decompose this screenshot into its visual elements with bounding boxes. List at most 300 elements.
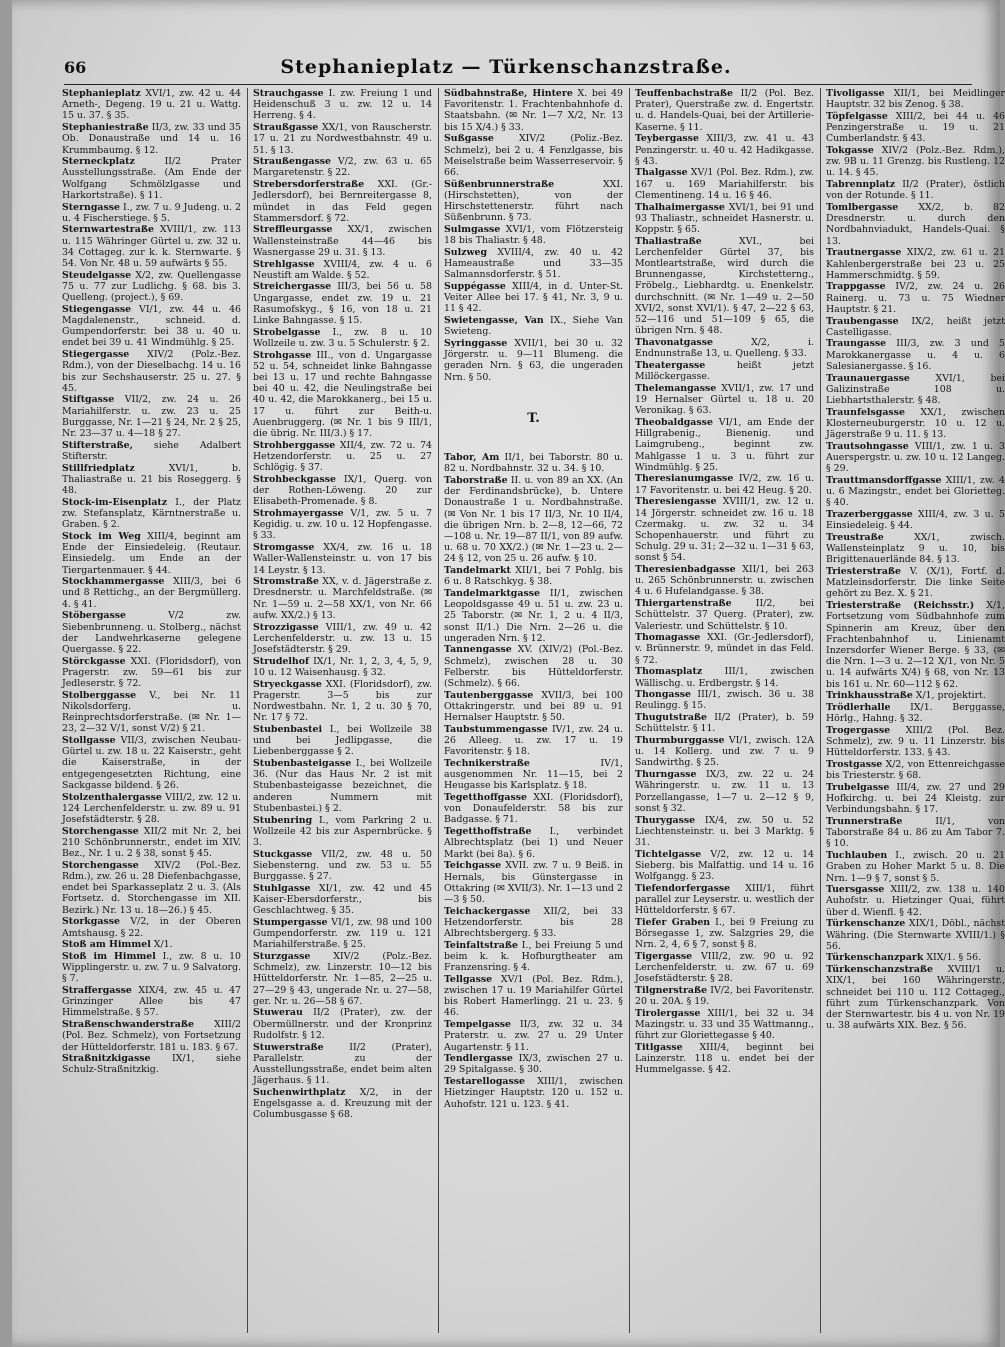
entry-text: VI/1, zwisch. 12A u. 14 Kollerg. und zw. 7 u. 9 Sandwirthg. § 25. <box>635 735 814 769</box>
entry-text: X/2, von Ettenreichgasse bis Triesterstr. § 68. <box>826 758 1005 782</box>
directory-entry <box>62 497 241 531</box>
entry-text: II/2 (Pol. Bez. Prater), Querstraße zw. d. Engertstr. u. d. Handels-Quai, bei der Artillerie-Kaserne. § 11. <box>635 88 814 133</box>
directory-entry <box>253 259 432 281</box>
directory-entry <box>826 111 1005 145</box>
directory-entry <box>444 281 623 315</box>
street-name: Stuckgasse <box>253 848 313 860</box>
entry-text: IX/1, siehe Schulz-Straßnitzkig. <box>62 1053 241 1076</box>
directory-entry <box>635 167 814 201</box>
directory-entry <box>62 270 241 304</box>
street-name: Triesterstraße (Reichsstr.) <box>826 600 975 612</box>
directory-entry <box>826 338 1005 372</box>
directory-entry <box>635 564 814 598</box>
street-name: Tempelgasse <box>444 1019 512 1031</box>
street-name: Syringgasse <box>444 337 508 349</box>
entry-text: II/1, von Taborstraße 84 u. 86 zu Am Tabor 7. § 10. <box>826 816 1005 850</box>
street-name: Stubenbasteigasse <box>253 757 352 769</box>
entry-text: IX/3, zw. 22 u. 24 Währingerstr. u. zw. 11 u. 13 Porzellangasse, 1—7 u. 2—12 § 9, sonst § 32. <box>635 769 814 814</box>
entry-text: XIII/4, zw. 3 u. 5 Einsiedeleig. § 44. <box>826 509 1005 532</box>
entry-text: V., bei Nr. 11 Nikolsdorferg. u. Reinprechtsdorferstraße. (✉ Nr. 1—23, 2—32 V/1, sonst V/2) § 21. <box>62 689 241 735</box>
directory-entry <box>635 632 814 666</box>
directory-page <box>12 0 1005 1347</box>
street-name: Stiegergasse <box>62 349 130 361</box>
entry-text: V. (X/1), Fortf. d. Matzleinsdorferstr. Die linke Seite gehört zu Bez. X. § 21. <box>826 566 1005 600</box>
column-1 <box>62 88 241 1333</box>
directory-entry <box>635 735 814 769</box>
directory-entry <box>635 236 814 337</box>
entry-text: X. bei 49 Favoritenstr. 1. Frachtenbahnhofe d. Staatsbahn. (✉ Nr. 1—7 X/2, Nr. 13 bis 15 X/4.) § 33. <box>444 88 624 133</box>
directory-entry <box>444 452 623 474</box>
street-name: Straußgasse <box>253 122 319 134</box>
directory-entry <box>253 350 432 440</box>
directory-entry <box>253 656 432 678</box>
street-name: Teybergasse <box>635 133 699 145</box>
street-name: Thongasse <box>635 689 692 701</box>
street-name: Straffergasse <box>62 985 132 997</box>
directory-entry <box>253 542 432 576</box>
entry-text: XV/1 (Pol. Bez. Rdm.), zw. 167 u. 169 Mariahilferstr. bis Clementineng. 14 u. 16 § 46. <box>635 167 814 201</box>
directory-entry <box>62 1053 241 1075</box>
street-name: Stolzenthalergasse <box>62 791 162 803</box>
street-name: Stubenbastei <box>253 723 323 735</box>
entry-text: II/2 (Prater), Parallelstr. zu der Ausstellungsstraße, endet beim alten Jägerhaus. § 11. <box>253 1041 432 1087</box>
street-name: Stöbergasse <box>62 610 126 622</box>
entry-text: IV/2, zw. 16 u. 17 Favoritenstr. u. bei 42 Heug. § 20. <box>635 473 814 496</box>
directory-entry <box>826 702 1005 724</box>
street-name: Stryeckgasse <box>253 678 322 690</box>
directory-entry <box>444 315 623 337</box>
street-name: Tomlbergasse <box>826 202 899 214</box>
entry-text: XIX/2, zw. 61 u. 21 Kahlenbergerstraße bei 23 u. 25 Hammerschmidtg. § 59. <box>826 247 1005 281</box>
directory-entry <box>635 598 814 632</box>
directory-entry <box>635 917 814 951</box>
street-name: Thavonatgasse <box>635 336 713 348</box>
directory-entry <box>826 782 1005 816</box>
street-name: Tivoligasse <box>826 88 885 99</box>
street-name: Stiegengasse <box>62 303 132 315</box>
street-name: Straußengasse <box>253 156 331 168</box>
entry-text: VIII/1, zw. 49 u. 42 Lerchenfelderstr. u. zw. 13 u. 15 Josefstädterstr. § 29. <box>253 621 432 655</box>
street-name: Theresianumgasse <box>635 473 734 485</box>
street-name: Strozzigasse <box>253 621 319 633</box>
entry-text: XIII/2 (Pol. Bez. Schmelz), von Fortsetzung der Hütteldorferstr. 181 u. 183. § 67. <box>62 1019 241 1053</box>
entry-text: IX/1, Nr. 1, 2, 3, 4, 5, 9, 10 u. 12 Waisenhausg. § 32. <box>253 655 432 678</box>
street-name: Tokgasse <box>826 145 874 157</box>
street-name: Stromstraße <box>253 576 319 588</box>
directory-entry <box>444 974 623 1019</box>
directory-entry <box>444 826 623 860</box>
directory-entry <box>62 463 241 497</box>
street-name: Theobaldgasse <box>635 416 713 428</box>
directory-entry <box>253 1087 432 1121</box>
entry-text: I., verbindet Albrechtsplatz (bei 1) und Neuer Markt (bei 8a). § 6. <box>444 826 623 860</box>
directory-entry <box>444 906 623 940</box>
entry-text: XVI/1, zw. 42 u. 44 Arneth-, Degeng. 19 u. 21 u. Wattg. 15 u. 37. § 35. <box>62 88 241 122</box>
street-name: Tendlergasse <box>444 1053 513 1065</box>
street-name: Süßenbrunnerstraße <box>444 178 555 190</box>
column-2 <box>253 88 432 1333</box>
entry-text: I., bei Freiung 5 und beim k. k. Hofburgtheater am Franzensring. § 4. <box>444 939 623 974</box>
entry-text: XXI. (Floridsdorf), von Donaufelderstr. 58 bis zur Badgasse. § 71. <box>444 792 623 826</box>
street-name: Tautenberggasse <box>444 689 534 701</box>
directory-entry <box>253 679 432 724</box>
directory-entry <box>826 475 1005 509</box>
street-name: Traubengasse <box>826 315 899 327</box>
directory-entry <box>444 133 623 178</box>
entry-text: II. u. von 89 an XX. (An der Ferdinandsbrücke), b. Untere Donaustraße 1 u. Nordbahnstraße. (✉ Von Nr. 1 bis 17 II/3, Nr. 10 II/4, die übrigen Nrn. b. 2—8, 12—66, 72—108 u. Nr. 19—87 II/1, von 89 aufw. u. 68 u. 70 XX/2.) (✉ Nr. 1—23 u. 2—24 § 12, von 25 u. 26 aufw. § 10. <box>444 474 623 565</box>
page-number: 66 <box>64 58 87 77</box>
entry-text: IV/2, bei Favoritenstr. 20 u. 20A. § 19. <box>635 985 814 1008</box>
entry-text: III/4, zw. 27 und 29 Hofkirchg. u. bei 24 Kleistg. zur Verbindungsbahn. § 17. <box>826 781 1005 816</box>
entry-text: VI/1, am Ende der Hillgrabenig., Bienenig. und Laimgrubeng., beginnt zw. Mahlgasse 1 u. 3 u. führt zur Windmühlg. § 25. <box>635 416 814 473</box>
directory-entry <box>635 769 814 814</box>
directory-entry <box>635 1008 814 1042</box>
street-name: Theatergasse <box>635 359 706 371</box>
directory-entry <box>253 474 432 508</box>
directory-entry <box>826 532 1005 566</box>
street-name: Tichtelgasse <box>635 848 702 860</box>
entry-text: XVIII/1, zw. 12 u. 14 Jörgerstr. schneidet zw. 16 u. 18 Czermakg. u. zw. 32 u. 34 Schopenhauerstr. und führt zu Schulg. 29 u. 31; 2—32 u. 1—31 § 63, sonst § 54. <box>635 496 814 564</box>
entry-text: XX/1, zwischen Klosterneuburgerstr. 10 u. 12 u. Jägerstraße 9 u. 11. § 13. <box>826 406 1005 441</box>
entry-text: I., der Platz zw. Stefansplatz, Kärntnerstraße u. Graben. § 2. <box>62 496 241 531</box>
street-name: Strohgasse <box>253 349 312 361</box>
entry-text: XIX/1. § 56. <box>923 952 982 964</box>
street-name: Trauttmansdorffgasse <box>826 474 942 486</box>
entry-text: II/1, bei Taborstr. 80 u. 82 u. Nordbahnstr. 32 u. 34. § 10. <box>444 451 623 475</box>
entry-text: XVIII/4, zw. 40 u. 42 Hameaustraße und 33—35 Salmannsdorferstr. § 51. <box>444 246 623 281</box>
street-name: Thomagasse <box>635 632 701 644</box>
directory-entry <box>253 951 432 1007</box>
street-name: Thaliastraße <box>635 235 702 247</box>
street-name: Thiergartenstraße <box>635 598 732 610</box>
entry-text: II/2, bei Schüttelstr. 37 Querg. (Prater), zw. Valeriestr. und Schüttelstr. § 10. <box>635 598 814 632</box>
street-name: Tellgasse <box>444 973 493 985</box>
directory-entry <box>444 758 623 792</box>
directory-entry <box>635 133 814 167</box>
columns <box>62 88 1005 1333</box>
entry-text: II/2 (Prater), östlich von der Rotunde. § 11. <box>826 179 1005 202</box>
entry-text: II/2 (Prater), zw. der Obermüllnerstr. und der Kronprinz Rudolfstr. § 12. <box>253 1007 432 1041</box>
entry-text: IX/2, heißt jetzt Castelligasse. <box>826 315 1005 338</box>
directory-entry <box>62 610 241 655</box>
street-name: Thugutstraße <box>635 712 708 724</box>
entry-text: XIV/2 (Poliz.-Bez. Schmelz), bei 2 u. 4 Fenzlgasse, bis Meiselstraße beim Wasserreservoir. § 66. <box>444 133 623 178</box>
directory-entry <box>826 88 1005 110</box>
directory-entry <box>826 202 1005 247</box>
street-name: Sulmgasse <box>444 223 501 235</box>
directory-entry <box>444 247 623 281</box>
directory-entry <box>635 202 814 236</box>
entry-text: XIV/2 (Polz.-Bez. Rdm.), zw. 9B u. 11 Grenzg. bis Rustleng. 12 u. 14. § 45. <box>826 145 1005 179</box>
directory-entry <box>253 849 432 883</box>
directory-entry <box>826 884 1005 918</box>
entry-text: XII/1, bei 7 Pohlg. bis 6 u. 8 Ratschkyg. § 38. <box>444 565 623 588</box>
street-name: Taubstummengasse <box>444 723 548 735</box>
street-name: Tegetthoffstraße <box>444 826 532 838</box>
street-name: Strebersdorferstraße <box>253 179 365 191</box>
entry-text: XIII/1, zw. 4 u. 6 Mazingstr., endet bei Glorietteg. § 40. <box>826 474 1005 509</box>
street-name: Türkenschanzpark <box>826 952 924 964</box>
entry-text: I., bei Wollzeile 36. (Nur das Haus Nr. 2 ist mit Stubenbasteigasse bezeichnet, die anderen Nummern mit Stubenbastei.) § 2. <box>253 757 432 814</box>
directory-entry <box>826 600 1005 690</box>
entry-text: IV/1, zw. 24 u. 26 Alleeg. u. zw. 17 u. 19 Favoritenstr. § 18. <box>444 723 623 758</box>
entry-text: IX/1. Berggasse, Hörlg., Hahng. § 32. <box>826 701 1005 725</box>
directory-entry <box>62 939 241 950</box>
street-name: Strudelhof <box>253 655 310 667</box>
directory-entry <box>253 1042 432 1087</box>
street-name: Thelemangasse <box>635 382 717 394</box>
street-name: Traungasse <box>826 338 887 350</box>
entry-text: XII/2, bei 33 Hetzendorferstr. bis 28 Albrechtsbergerg. § 33. <box>444 905 623 940</box>
directory-entry <box>826 509 1005 531</box>
entry-text: XX/4, zw. 16 u. 18 Waller-Wallensteinstr. u. von 17 bis 14 Leystr. § 13. <box>253 542 432 576</box>
entry-text: XXI. (Gr.-Jedlersdorf), v. Brünnerstr. 9, mündet in das Feld. § 72. <box>635 632 814 666</box>
entry-text: XX/1, zwisch. Wallensteinplatz 9 u. 10, bis Brigittenauerlände 84. § 13. <box>826 531 1005 566</box>
entry-text: XI/1, zw. 42 und 45 Kaiser-Ebersdorferstr., bis Geschlachtweg. § 35. <box>253 882 432 917</box>
directory-entry <box>62 985 241 1019</box>
entry-text: XIII/4, beginnt bei Lainzerstr. 118 u. endet bei der Hummelgasse. § 42. <box>635 1042 814 1076</box>
column-4 <box>635 88 814 1333</box>
street-name: Strohbeckgasse <box>253 473 336 485</box>
directory-entry <box>253 815 432 849</box>
entry-text: XVIII/4, zw. 4 u. 6 Neustift am Walde. § 52. <box>253 258 432 281</box>
entry-text: XIX/1, Döbl., nächst Währing. (Die Sternwarte XVIII/1.) § 56. <box>826 918 1005 952</box>
directory-entry <box>62 1019 241 1053</box>
column-divider <box>820 88 821 1333</box>
street-name: Theresiengasse <box>635 496 717 508</box>
street-name: Türkenschanze <box>826 918 906 930</box>
street-name: Sturzgasse <box>253 950 311 962</box>
entry-text: X/1, Fortsetzung vom Südbahnhofe zum Spinnerin am Kreuz, über den Frachtenbahnhof u. Linienamt Inzersdorfer Wiener Berge. § 33, (✉ die Nrn. 1—3 u. 2—12 X/1, von Nr. 5 u. 14 aufwärts X/4) § 68, von Nr. 13 bis 161 u. Nr. 60—112 § 62. <box>826 600 1005 690</box>
directory-entry <box>444 1019 623 1053</box>
street-name: Trautsohngasse <box>826 440 909 452</box>
entry-text: XVI/1, b. Thaliastraße u. 21 bis Roseggerg. § 48. <box>62 462 241 497</box>
directory-entry <box>62 122 241 156</box>
directory-entry <box>635 849 814 883</box>
directory-entry <box>635 666 814 688</box>
street-name: Trappgasse <box>826 281 886 293</box>
directory-entry <box>62 576 241 610</box>
directory-entry <box>253 440 432 474</box>
street-name: Teichackergasse <box>444 905 531 917</box>
directory-entry <box>635 496 814 563</box>
entry-text: XIII/2, bei 44 u. 46 Penzingerstraße u. 19 u. 21 Cumberlandstr. § 43. <box>826 110 1005 145</box>
street-name: Suppégasse <box>444 280 506 292</box>
entry-text: XIV/2 (Polz.-Bez. Schmelz), zw. Linzerstr. 10—12 bis Hütteldorferstr. Nr. 1—85, 2—25 u. 27—29 § 43, ungerade Nr. u. 27—58, ger. Nr. u. 26—58 § 67. <box>253 950 432 1007</box>
entry-text: VI/1, zw. 44 u. 46 Magdalenenstr., schneid. d. Gumpendorferstr. bei 38 u. 40 u. endet bei 39 u. 41 Windmühlg. § 25. <box>62 303 241 349</box>
directory-entry <box>444 792 623 826</box>
directory-entry <box>635 360 814 382</box>
street-name: Sterneckplatz <box>62 156 135 168</box>
entry-text: V/2, zw. 63 u. 65 Margaretenstr. § 22. <box>253 156 432 179</box>
street-name: Trostgasse <box>826 758 883 770</box>
entry-text: II/3, zw. 33 und 35 Ob. Donaustraße und 14 u. 16 Krummbaumg. § 12. <box>62 122 241 156</box>
directory-entry <box>826 373 1005 407</box>
directory-entry <box>62 690 241 735</box>
directory-entry <box>253 758 432 814</box>
directory-entry <box>253 156 432 178</box>
entry-text: IV/1, ausgenommen Nr. 11—15, bei 2 Heugasse bis Karlsplatz. § 18. <box>444 757 623 792</box>
directory-entry <box>62 735 241 791</box>
directory-entry <box>444 1076 623 1110</box>
street-name: Storchengasse <box>62 825 139 837</box>
street-name: Stephanieplatz <box>62 88 141 99</box>
directory-entry <box>253 327 432 349</box>
street-name: Triesterstraße <box>826 566 901 578</box>
directory-entry <box>635 1042 814 1076</box>
entry-text: III/3, zw. 3 und 5 Marokkanergasse u. 4 u. 6 Salesianergasse. § 16. <box>826 338 1005 372</box>
directory-entry <box>253 724 432 758</box>
directory-entry <box>635 951 814 985</box>
entry-text: III/3, bei 56 u. 58 Ungargasse, endet zw. 19 u. 21 Rasumofskyg., § 16, von 18 u. 21 Linke Bahngasse. § 15. <box>253 281 432 327</box>
street-name: Tandelmarkt <box>444 565 511 577</box>
entry-text: XVI/1, bei 91 und 93 Thaliastr., schneidet Hasnerstr. u. Koppstr. § 65. <box>635 201 814 235</box>
directory-entry <box>444 565 623 587</box>
directory-entry <box>444 338 623 383</box>
directory-entry <box>444 860 623 905</box>
street-name: Tabrennplatz <box>826 179 896 191</box>
entry-text: VII/2, zw. 24 u. 26 Mariahilferstr. u. zw. 23 u. 25 Burggasse, Nr. 1—21 § 24, Nr. 2 § 25, Nr. 23—37 u. 4—18 § 27. <box>62 394 241 440</box>
entry-text: XVI/1, bei Galizinstraße 108 u. Liebhartsthalerstr. § 48. <box>826 372 1005 406</box>
street-name: Sternwartestraße <box>62 224 154 236</box>
street-name: Traunfelsgasse <box>826 406 905 418</box>
entry-text: XVII. zw. 7 u. 9 Beiß. in Hernals, bis Günstergasse in Ottakring (✉ XVII/3). Nr. 1—13 und 2—3 § 50. <box>444 860 623 905</box>
street-name: Tabor, Am <box>444 451 500 463</box>
directory-entry <box>826 179 1005 201</box>
directory-entry <box>826 407 1005 441</box>
column-5 <box>826 88 1005 1333</box>
entry-text: XIV/2 (Polz.-Bez. Rdm.), von der Dieselbachg. 14 u. 16 bis zur Sechshauserstr. 25 u. 27. § 45. <box>62 349 241 394</box>
directory-entry <box>253 179 432 224</box>
entry-text: heißt jetzt Millöckergasse. <box>635 359 814 383</box>
entry-text: V/2 zw. Siebenbrunneng. u. Stolberg., nächst der Landwehrkaserne gelegene Quergasse. § 22. <box>62 610 241 655</box>
entry-text: XVII/1, zw. 17 und 19 Hernalser Gürtel u. 18 u. 20 Veronikag. § 63. <box>635 382 814 417</box>
directory-entry <box>444 179 623 224</box>
entry-text: VIII/1, zw. 1 u. 3 Auerspergstr. u. zw. 10 u. 12 Langeg. § 29. <box>826 440 1005 475</box>
directory-entry <box>444 88 623 133</box>
entry-text: III/1, zwisch. 36 u. 38 Reulingg. § 15. <box>635 689 814 712</box>
directory-entry <box>826 247 1005 281</box>
directory-entry <box>253 224 432 258</box>
entry-text: I., vom Parkring 2 u. Wollzeile 42 bis zur Aspernbrücke. § 3. <box>253 814 432 848</box>
street-name: Stolberggasse <box>62 689 137 701</box>
directory-entry <box>253 883 432 917</box>
entry-text: XIII/1, bei 32 u. 34 Mazingstr. u. 33 und 35 Wattmanng., führt zur Gloriettegasse § 40. <box>635 1007 814 1042</box>
street-name: Stuwerstraße <box>253 1041 324 1053</box>
directory-entry <box>635 383 814 417</box>
directory-entry <box>635 815 814 849</box>
directory-entry <box>444 224 623 246</box>
entry-text: II/2 Prater Ausstellungsstraße. (Am Ende der Wolfgang Schmölzlgasse und Harkortstraße). § 11. <box>62 156 241 201</box>
entry-text: I., zw. 8 u. 10 Wollzeile u. zw. 3 u. 5 Schulerstr. § 2. <box>253 326 432 349</box>
street-name: Technikerstraße <box>444 757 530 769</box>
street-name: Stumpergasse <box>253 916 328 928</box>
street-name: Thalhaimergasse <box>635 201 725 213</box>
entry-text: I., zw. 7 u. 9 Judeng. u. 2 u. 4 Fischerstiege. § 5. <box>62 201 241 224</box>
entry-text: XVI., bei Lerchenfelder Gürtel 37, bis Montleartstraße, wird durch die Brunnengasse, Kirchstetterng., Fröbelg., Liebhardtg. u. Enenkelstr. durchschnitt. (✉ Nr. 1—49 u. 2—50 XVI/2, sonst XVI/1). § 47, 2—22 § 63, 52—116 und 51—109 § 65, die übrigen Nrn. § 48. <box>635 235 814 337</box>
directory-entry <box>444 1053 623 1075</box>
street-name: Tiefendorfergasse <box>635 882 731 894</box>
street-name: Trautnergasse <box>826 247 902 259</box>
directory-entry <box>253 122 432 156</box>
directory-entry <box>62 916 241 938</box>
directory-entry <box>635 337 814 359</box>
entry-text: XX, v. d. Jägerstraße z. Dresdnerstr. u. Marchfeldstraße. (✉ Nr. 1—59 u. 2—58 XX/1, von Nr. 66 aufw. XX/2.) § 13. <box>253 576 432 621</box>
directory-entry <box>826 964 1005 1031</box>
entry-text: XIX/4, zw. 45 u. 47 Grinzinger Allee bis 47 Himmelstraße. § 57. <box>62 985 241 1019</box>
street-name: Strohberggasse <box>253 439 336 451</box>
entry-text: IX/3, zwischen 27 u. 29 Spitalgasse. § 30. <box>444 1053 623 1076</box>
entry-text: I., zw. 8 u. 10 Wipplingerstr. u. zw. 7 u. 9 Salvatorg. § 7. <box>62 950 241 985</box>
directory-entry <box>826 850 1005 884</box>
entry-text: XIV/2 (Pol.-Bez. Rdm.), zw. 26 u. 28 Diefenbachgasse, endet bei Sparkasseplatz 2 u. 3. (Als Fortsetz. d. Storchengasse im XII. Bezirk.) Nr. 13 u. 18—26.) § 45. <box>62 859 241 916</box>
directory-entry <box>62 304 241 349</box>
directory-entry <box>635 473 814 495</box>
directory-entry <box>444 940 623 974</box>
entry-text: VII/3, zwischen Neubau-Gürtel u. zw. 18 u. 22 Kaiserstr., geht die Kaiserstraße, in der entgegengesetzten Richtung, eine Sackgasse bildend. § 26. <box>62 735 241 791</box>
directory-entry <box>444 690 623 724</box>
street-name: Stubenring <box>253 814 313 826</box>
entry-text: XIII/3, bei 6 und 8 Rettichg., an der Bergmüllerg. 4. § 41. <box>62 576 241 610</box>
entry-text: IX/1, Querg. von der Rothen-Löweng. 20 zur Elisabeth-Promenade. § 8. <box>253 473 432 508</box>
street-name: Strohmayergasse <box>253 508 344 520</box>
street-name: Trunnerstraße <box>826 816 903 827</box>
entry-text: XXI. (Hirschstetten), von der Hirschstettenerstr. führt nach Süßenbrunn. § 73. <box>444 178 623 224</box>
column-3 <box>444 88 623 1333</box>
directory-entry <box>826 316 1005 338</box>
street-name: Suchenwirthplatz <box>253 1086 346 1098</box>
entry-text: XXI. (Gr.-Jedlersdorf), bei Bernreitergasse 8, mündet in das Feld gegen Stammersdorf. § 72. <box>253 179 432 224</box>
street-name: Stock im Weg <box>62 530 141 542</box>
street-name: Südbahnstraße, Hintere <box>444 88 573 99</box>
street-name: Trubelgasse <box>826 781 890 793</box>
directory-entry <box>635 883 814 917</box>
directory-entry <box>444 724 623 758</box>
entry-text: IX/4, zw. 50 u. 52 Liechtensteinstr. u. bei 3 Marktg. § 31. <box>635 814 814 848</box>
column-divider <box>247 88 248 1333</box>
directory-entry <box>826 566 1005 600</box>
directory-entry <box>826 952 1005 963</box>
street-name: Teuffenbachstraße <box>635 88 734 99</box>
entry-text: VII/2, zw. 48 u. 50 Siebensterng. und zw. 53 u. 55 Burggasse. § 27. <box>253 848 432 883</box>
entry-text: X/2, in der Engelsgasse a. d. Kreuzung mit der Columbusgasse § 68. <box>253 1086 432 1121</box>
street-name: Steudelgasse <box>62 269 132 281</box>
street-name: Streffleurgasse <box>253 224 333 236</box>
street-name: Tandelmarktgasse <box>444 587 540 599</box>
entry-text: XXI. (Floridsdorf), von Pragerstr. zw. 59—61 bis zur Jedleserstr. § 72. <box>62 655 241 690</box>
entry-text: XX/1, von Rauscherstr. 17 u. 21 zu Nordwestbahnstr. 49 u. 51. § 13. <box>253 122 432 156</box>
street-name: Traunauergasse <box>826 372 910 384</box>
street-name: Stephaniestraße <box>62 122 149 134</box>
street-name: Stockhammergasse <box>62 576 165 588</box>
directory-entry <box>62 224 241 269</box>
directory-entry <box>62 860 241 916</box>
directory-entry <box>62 394 241 439</box>
entry-text: XIII/1, führt parallel zur Leyserstr. u. westlich der Hütteldorferstr. § 67. <box>635 882 814 917</box>
street-name: Stiftgasse <box>62 394 115 406</box>
street-name: Tilgnerstraße <box>635 985 708 997</box>
entry-text: siehe Adalbert Stifterstr. <box>62 439 241 462</box>
directory-entry <box>62 826 241 860</box>
entry-text: XVI/1, vom Flötzersteig 18 bis Thaliastr. § 48. <box>444 223 623 247</box>
street-name: Taborstraße <box>444 474 508 486</box>
street-name: Türkenschanzstraße <box>826 964 934 976</box>
entry-text: I., bei 9 Freiung zu Börsegasse 1, zw. Salzgries 29, die Nrn. 2, 4, 6 § 7, sonst § 8. <box>635 916 814 951</box>
entry-text: V/1, zw. 5 u. 7 Kegidig. u. zw. 10 u. 12 Hopfengasse. § 33. <box>253 508 432 542</box>
directory-entry <box>635 985 814 1007</box>
section-letter: T. <box>527 410 540 426</box>
street-name: Tuchlauben <box>826 850 888 862</box>
